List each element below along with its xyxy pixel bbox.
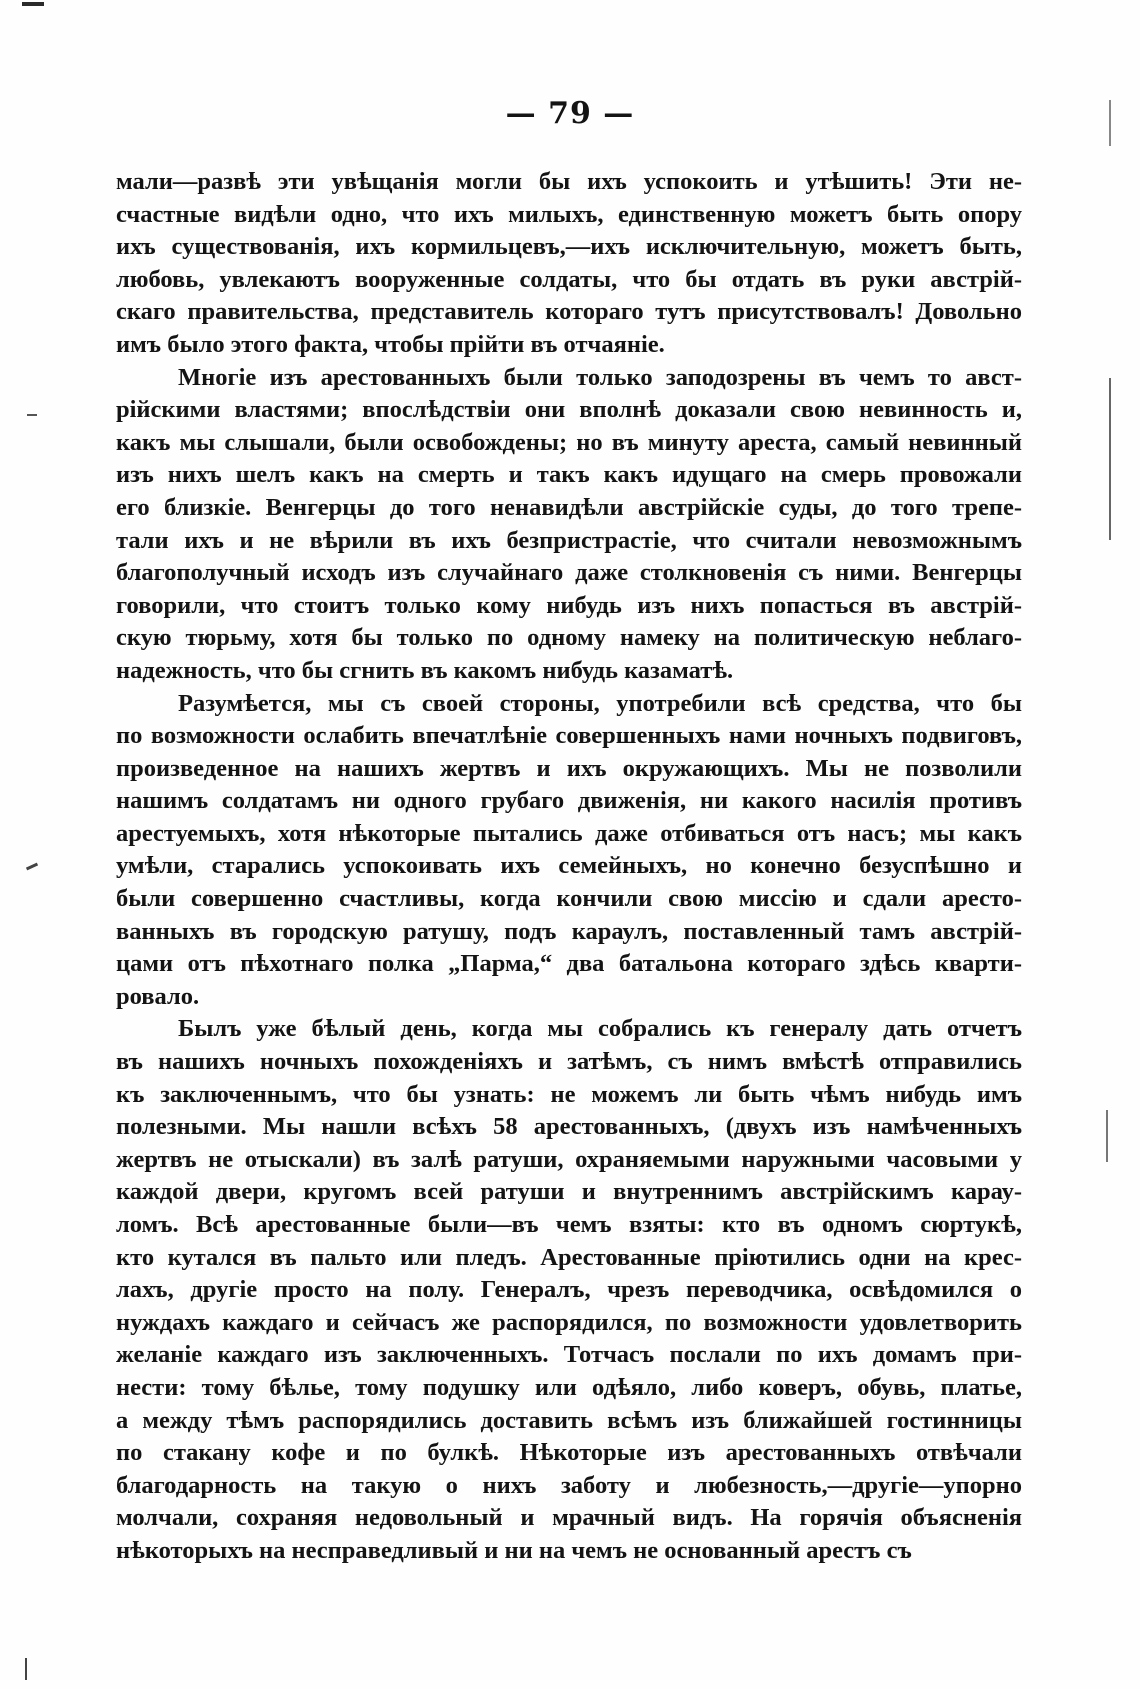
text-line: умѣли, старались успокоивать ихъ семейныхъ, но конечно безуспѣшно и xyxy=(116,852,1022,880)
text-line: лахъ, другіе просто на полу. Генералъ, чрезъ переводчика, освѣдомился о xyxy=(116,1276,1022,1304)
text-line: Разумѣется, мы съ своей стороны, употребили всѣ средства, что бы xyxy=(178,689,1022,717)
text-line: имъ было этого факта, чтобы прійти въ отчаяніе. xyxy=(116,330,665,358)
text-line: рійскими властями; впослѣдствіи они вполнѣ доказали свою невинность и, xyxy=(116,396,1022,424)
text-line: счастные видѣли одно, что ихъ милыхъ, единственную можетъ быть опору xyxy=(116,200,1022,228)
text-line: нашимъ солдатамъ ни одного грубаго движенія, ни какого насилія противъ xyxy=(116,787,1022,815)
text-line: арестуемыхъ, хотя нѣкоторые пытались даже отбиваться отъ насъ; мы какъ xyxy=(116,819,1022,847)
text-line: говорили, что стоитъ только кому нибудь изъ нихъ попасться въ австрій- xyxy=(116,591,1022,619)
text-line: ихъ существованія, ихъ кормильцевъ,—ихъ исключительную, можетъ быть, xyxy=(116,233,1022,261)
scan-artifact-left-3 xyxy=(25,1658,27,1680)
text-line: а между тѣмъ распорядились доставить всѣмъ изъ ближайшей гостинницы xyxy=(116,1406,1022,1434)
scan-artifact-right-1 xyxy=(1109,378,1111,540)
text-line: къ заключеннымъ, что бы узнать: не можемъ ли быть чѣмъ нибудь имъ xyxy=(116,1080,1022,1108)
text-line: ломъ. Всѣ арестованные были—въ чемъ взяты: кто въ одномъ сюртукѣ, xyxy=(116,1211,1022,1238)
page-number: — 79 — xyxy=(505,96,635,131)
text-line: его близкіе. Венгерцы до того ненавидѣли австрійскіе суды, до того трепе- xyxy=(116,493,1022,521)
text-line: кто кутался въ пальто или пледъ. Арестованные пріютились одни на крес- xyxy=(116,1243,1022,1271)
text-line: благодарность на такую о нихъ заботу и любезность,—другіе—упорно xyxy=(116,1471,1022,1499)
text-line: ровало. xyxy=(116,982,200,1010)
text-line: Былъ уже бѣлый день, когда мы собрались къ генералу дать отчетъ xyxy=(178,1015,1022,1043)
paragraph xyxy=(116,1013,1022,1567)
text-line: по стакану кофе и по булкѣ. Нѣкоторые изъ арестованныхъ отвѣчали xyxy=(116,1439,1022,1467)
text-line: молчали, сохраняя недовольный и мрачный видъ. На горячія объясненія xyxy=(116,1504,1022,1532)
text-line: нести: тому бѣлье, тому подушку или одѣяло, либо коверъ, обувь, платье, xyxy=(116,1373,1022,1401)
text-line: тали ихъ и не вѣрили въ ихъ безпристрастіе, что считали невозможнымъ xyxy=(116,526,1022,554)
text-line: были совершенно счастливы, когда кончили свою миссію и сдали аресто- xyxy=(116,885,1022,913)
scan-artifact-left-1 xyxy=(27,414,37,416)
text-line: скаго правительства, представитель котораго тутъ присутствовалъ! Довольно xyxy=(116,298,1022,326)
text-line: какъ мы слышали, были освобождены; но въ минуту ареста, самый невинный xyxy=(116,428,1022,456)
text-line: изъ нихъ шелъ какъ на смерть и такъ какъ идущаго на смерь провожали xyxy=(116,461,1022,489)
text-line: нѣкоторыхъ на несправедливый и ни на чемъ не основанный арестъ съ xyxy=(116,1536,912,1564)
text-line: жертвъ не отыскали) въ залѣ ратуши, охраняемыми наружными часовыми у xyxy=(116,1145,1022,1173)
text-line: полезными. Мы нашли всѣхъ 58 арестованныхъ, (двухъ изъ намѣченныхъ xyxy=(116,1113,1022,1141)
scan-artifact-right-2 xyxy=(1106,1110,1108,1162)
paragraph xyxy=(116,688,1022,1014)
text-line: надежность, что бы сгнить въ какомъ нибудь казаматѣ. xyxy=(116,656,734,684)
text-line: произведенное на нашихъ жертвъ и ихъ окружающихъ. Мы не позволили xyxy=(116,754,1022,782)
scan-artifact-top xyxy=(22,2,44,6)
text-line: каждой двери, кругомъ всей ратуши и внутреннимъ австрійскимъ карау- xyxy=(116,1178,1022,1206)
text-line: Многіе изъ арестованныхъ были только заподозрены въ чемъ то авст- xyxy=(178,363,1022,391)
text-line: желаніе каждаго изъ заключенныхъ. Тотчасъ послали по ихъ домамъ при- xyxy=(116,1341,1022,1369)
text-line: скую тюрьму, хотя бы только по одному намеку на политическую неблаго- xyxy=(116,624,1022,652)
text-line: благополучный исходъ изъ случайнаго даже столкновенія съ ними. Венгерцы xyxy=(116,559,1022,587)
text-line: цами отъ пѣхотнаго полка „Парма,“ два батальона котораго здѣсь кварти- xyxy=(116,950,1022,978)
scan-artifact-left-2 xyxy=(26,863,38,871)
text-line: въ нашихъ ночныхъ похожденіяхъ и затѣмъ, съ нимъ вмѣстѣ отправились xyxy=(116,1048,1022,1076)
text-line: мали—развѣ эти увѣщанія могли бы ихъ успокоить и утѣшить! Эти не- xyxy=(116,168,1022,195)
paragraph xyxy=(116,362,1022,688)
text-line: ванныхъ въ городскую ратушу, подъ караулъ, поставленный тамъ австрій- xyxy=(116,917,1022,945)
body-text xyxy=(116,166,1022,1568)
paragraph xyxy=(116,166,1022,362)
text-line: любовь, увлекаютъ вооруженные солдаты, что бы отдать въ руки австрій- xyxy=(116,265,1022,293)
text-line: нуждахъ каждаго и сейчасъ же распорядился, по возможности удовлетворить xyxy=(116,1308,1022,1336)
text-line: по возможности ослабить впечатлѣніе совершенныхъ нами ночныхъ подвиговъ, xyxy=(116,722,1022,750)
